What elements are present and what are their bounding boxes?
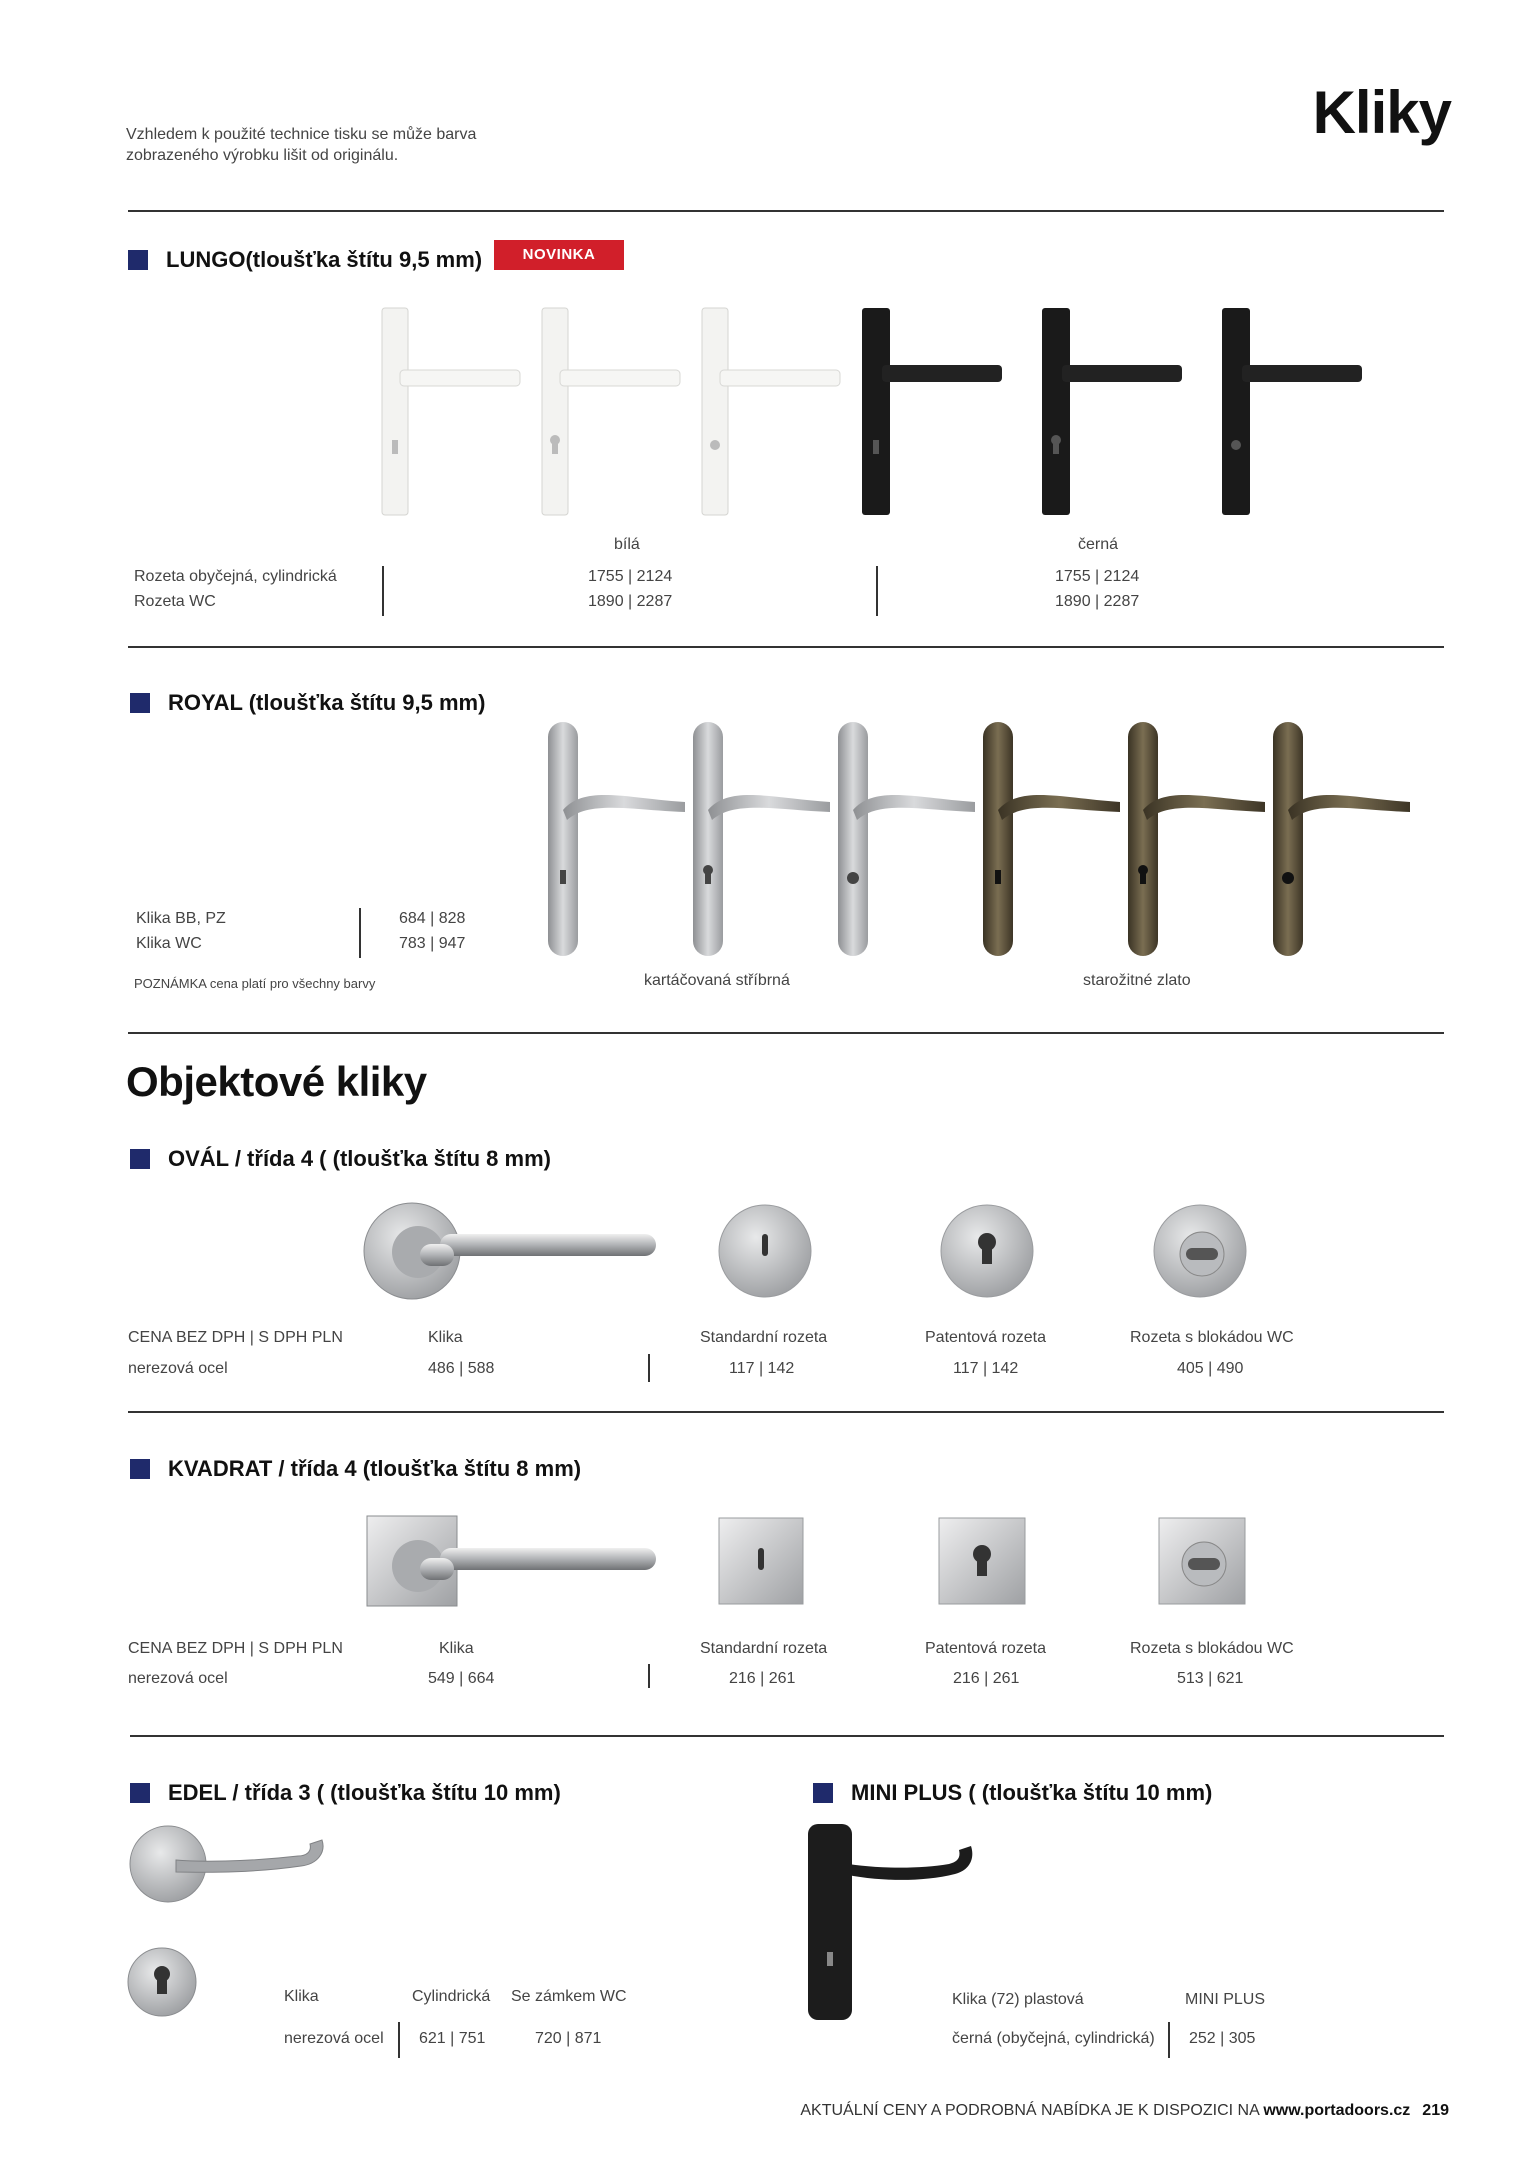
section-heading-lungo — [128, 247, 482, 273]
royal-handle-silver-1 — [548, 722, 685, 956]
page-number: 219 — [1422, 2102, 1449, 2119]
kvadrat-products-image — [362, 1508, 1322, 1618]
lungo-handle-white-1 — [382, 308, 520, 515]
kvadrat-heading-text: KVADRAT / třída 4 (tloušťka štítu 8 mm) — [168, 1456, 582, 1481]
lungo-row2-label: Rozeta WC — [134, 593, 216, 610]
edel-handle — [130, 1826, 323, 1902]
kvadrat-col-wc: Rozeta s blokádou WC — [1130, 1640, 1294, 1657]
oval-klika-price: 486 | 588 — [428, 1360, 495, 1377]
divider — [648, 1664, 650, 1688]
lungo-heading-text: LUNGO(tloušťka štítu 9,5 mm) — [166, 247, 483, 272]
edel-cyl-price: 621 | 751 — [419, 2030, 486, 2047]
lungo-handle-white-2 — [542, 308, 680, 515]
royal-color-silver: kartáčovaná stříbrná — [644, 972, 790, 989]
section-marker-icon — [130, 1459, 150, 1479]
oval-wc-rosette — [1154, 1205, 1246, 1297]
section-heading-kvadrat — [130, 1456, 581, 1482]
edel-heading-text: EDEL / třída 3 ( (tloušťka štítu 10 mm) — [168, 1780, 561, 1805]
oval-col-standard: Standardní rozeta — [700, 1329, 828, 1346]
royal-price-note: POZNÁMKA cena platí pro všechny barvy — [134, 976, 376, 991]
royal-handles-image — [545, 720, 1415, 960]
royal-row2-label: Klika WC — [136, 935, 202, 952]
divider — [1168, 2022, 1170, 2058]
lungo-color-black: černá — [1078, 536, 1119, 553]
lungo-handle-black-1 — [862, 308, 1002, 515]
kvadrat-material: nerezová ocel — [128, 1670, 228, 1687]
mini-col-klika: Klika (72) plastová — [952, 1991, 1084, 2008]
lungo-handle-white-3 — [702, 308, 840, 515]
kvadrat-patent-price: 216 | 261 — [953, 1670, 1020, 1687]
kvadrat-wc-rosette — [1159, 1518, 1245, 1604]
kvadrat-col-klika: Klika — [439, 1640, 474, 1657]
oval-col-klika: Klika — [428, 1329, 463, 1346]
section-marker-icon — [813, 1783, 833, 1803]
divider — [359, 908, 361, 958]
lungo-black-price-1: 1755 | 2124 — [1055, 568, 1140, 585]
oval-col-patent: Patentová rozeta — [925, 1329, 1046, 1346]
royal-handle-gold-1 — [983, 722, 1120, 956]
oval-wc-price: 405 | 490 — [1177, 1360, 1244, 1377]
royal-handle-gold-2 — [1128, 722, 1265, 956]
royal-handle-gold-3 — [1273, 722, 1410, 956]
kvadrat-standard-price: 216 | 261 — [729, 1670, 796, 1687]
oval-standard-rosette — [719, 1205, 811, 1297]
lungo-handle-black-2 — [1042, 308, 1182, 515]
divider — [382, 566, 384, 616]
oval-handle — [364, 1203, 656, 1299]
oval-patent-rosette — [941, 1205, 1033, 1297]
divider — [130, 1735, 1444, 1737]
kvadrat-col-standard: Standardní rozeta — [700, 1640, 828, 1657]
lungo-row1-label: Rozeta obyčejná, cylindrická — [134, 568, 337, 585]
divider — [398, 2022, 400, 2058]
kvadrat-standard-rosette — [719, 1518, 803, 1604]
kvadrat-klika-price: 549 | 664 — [428, 1670, 495, 1687]
footer-link[interactable]: www.portadoors.cz — [1263, 2102, 1411, 2119]
kvadrat-handle — [367, 1516, 656, 1606]
oval-standard-price: 117 | 142 — [729, 1360, 795, 1377]
lungo-black-price-2: 1890 | 2287 — [1055, 593, 1140, 610]
kvadrat-patent-rosette — [939, 1518, 1025, 1604]
page-title: Kliky — [1312, 79, 1451, 146]
oval-products-image — [360, 1196, 1320, 1306]
edel-wc-price: 720 | 871 — [535, 2030, 602, 2047]
section-heading-mini-plus — [813, 1780, 1212, 1806]
print-color-disclaimer — [126, 124, 546, 166]
royal-row2-price: 783 | 947 — [399, 935, 466, 952]
divider — [648, 1354, 650, 1382]
royal-handle-silver-2 — [693, 722, 830, 956]
edel-col-klika: Klika — [284, 1988, 319, 2005]
divider — [128, 1032, 1444, 1034]
oval-col-wc: Rozeta s blokádou WC — [1130, 1329, 1294, 1346]
kvadrat-wc-price: 513 | 621 — [1177, 1670, 1244, 1687]
footer — [800, 2102, 1449, 2120]
edel-col-wc: Se zámkem WC — [511, 1988, 627, 2005]
divider — [876, 566, 878, 616]
disclaimer-line-1: Vzhledem k použité technice tisku se může barva — [126, 126, 477, 143]
divider — [128, 210, 1444, 212]
lungo-white-price-1: 1755 | 2124 — [588, 568, 673, 585]
edel-material: nerezová ocel — [284, 2030, 384, 2047]
oval-patent-price: 117 | 142 — [953, 1360, 1019, 1377]
royal-handle-silver-3 — [838, 722, 975, 956]
oval-material: nerezová ocel — [128, 1360, 228, 1377]
disclaimer-line-2: zobrazeného výrobku lišit od originálu. — [126, 147, 399, 164]
lungo-handle-black-3 — [1222, 308, 1362, 515]
lungo-handles-image — [370, 300, 1360, 520]
section-marker-icon — [130, 693, 150, 713]
new-badge: NOVINKA — [494, 240, 624, 270]
lungo-color-white: bílá — [614, 536, 640, 553]
divider — [128, 1411, 1444, 1413]
lungo-white-price-2: 1890 | 2287 — [588, 593, 673, 610]
oval-heading-text: OVÁL / třída 4 ( (tloušťka štítu 8 mm) — [168, 1146, 551, 1171]
section-heading-edel — [130, 1780, 561, 1806]
mini-price: 252 | 305 — [1189, 2030, 1256, 2047]
kvadrat-col-patent: Patentová rozeta — [925, 1640, 1046, 1657]
oval-price-header: CENA BEZ DPH | S DPH PLN — [128, 1329, 343, 1346]
royal-row1-price: 684 | 828 — [399, 910, 466, 927]
section-marker-icon — [130, 1783, 150, 1803]
section-heading-royal — [130, 690, 485, 716]
section-marker-icon — [130, 1149, 150, 1169]
mini-col-name: MINI PLUS — [1185, 1991, 1266, 2008]
edel-cylinder-rosette — [128, 1948, 196, 2016]
royal-row1-label: Klika BB, PZ — [136, 910, 226, 927]
footer-text: AKTUÁLNÍ CENY A PODROBNÁ NABÍDKA JE K DISPOZICI NA — [800, 2102, 1264, 2119]
divider — [128, 646, 1444, 648]
section-heading-oval — [130, 1146, 551, 1172]
section-marker-icon — [128, 250, 148, 270]
mini-plus-heading-text: MINI PLUS ( (tloušťka štítu 10 mm) — [851, 1780, 1213, 1805]
royal-color-gold: starožitné zlato — [1083, 972, 1191, 989]
edel-col-cyl: Cylindrická — [412, 1988, 491, 2005]
royal-heading-text: ROYAL (tloušťka štítu 9,5 mm) — [168, 690, 486, 715]
kvadrat-price-header: CENA BEZ DPH | S DPH PLN — [128, 1640, 343, 1657]
objekt-section-title: Objektové kliky — [126, 1058, 427, 1105]
mini-variant: černá (obyčejná, cylindrická) — [952, 2030, 1155, 2047]
